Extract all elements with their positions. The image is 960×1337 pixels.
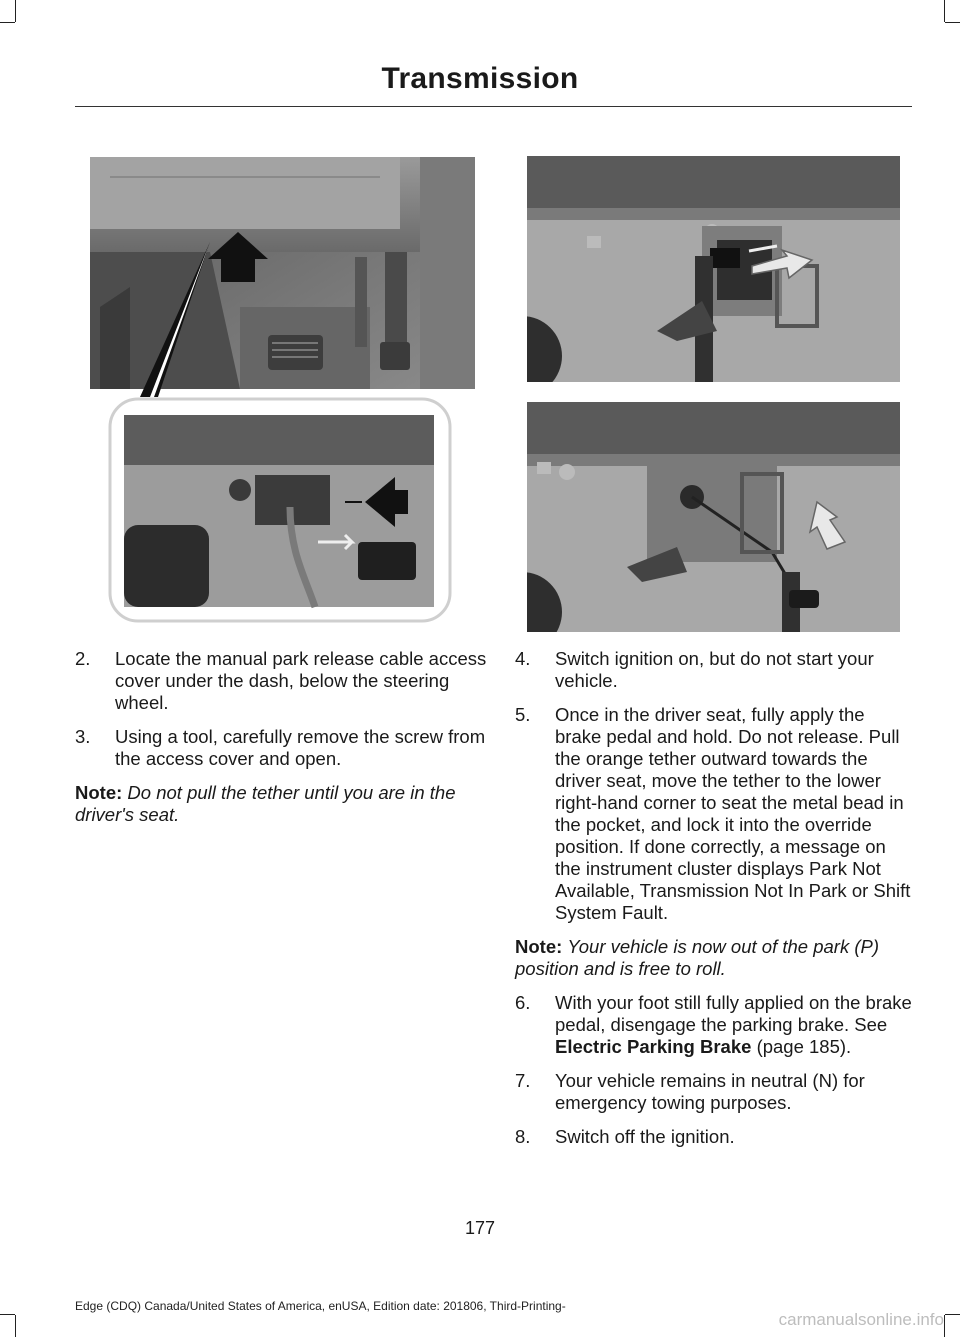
step-item (515, 1070, 912, 1114)
crop-mark (944, 0, 945, 22)
step-text: Once in the driver seat, fully apply the brake pedal and hold. Do not release. Pull the orange tether outward towards the driver seat, move the tether to the lower right-hand corner to seat the metal bead in the pocket, and lock it into the override position. If done correctly, a message on the instrument cluster displays Park Not Available, Transmission Not In Park or Shift System Fault. (555, 704, 911, 923)
step-number: 6. (515, 992, 531, 1013)
illustration-access-cover-location (90, 157, 475, 627)
crop-mark (945, 1314, 960, 1315)
left-column (75, 648, 487, 838)
illustration-tether-pull (527, 156, 900, 382)
step-text-body: With your foot still fully applied on the brake pedal, disengage the parking brake. See (555, 992, 912, 1035)
step-text: Switch off the ignition. (555, 1126, 735, 1147)
step-number: 4. (515, 648, 531, 669)
crop-mark (945, 22, 960, 23)
step-text (555, 992, 912, 1058)
page-title: Transmission (381, 62, 579, 95)
note (515, 936, 912, 980)
step-text: Your vehicle remains in neutral (N) for emergency towing purposes. (555, 1070, 865, 1113)
step-number: 8. (515, 1126, 531, 1147)
step-text: Using a tool, carefully remove the screw from the access cover and open. (115, 726, 486, 769)
step-item (75, 726, 487, 770)
cross-reference-link[interactable]: Electric Parking Brake (555, 1036, 752, 1057)
header-divider (75, 106, 912, 107)
crop-mark (15, 0, 16, 22)
footer-edition-text: Edge (CDQ) Canada/United States of America, enUSA, Edition date: 201806, Third-Printing- (75, 1299, 566, 1313)
crop-mark (15, 1315, 16, 1337)
note-label: Note: (75, 782, 123, 803)
crop-mark (0, 1314, 15, 1315)
note-label: Note: (515, 936, 563, 957)
crop-mark (944, 1315, 945, 1337)
right-column (515, 648, 912, 1160)
note-text: Do not pull the tether until you are in the driver's seat. (75, 782, 456, 825)
step-item (515, 704, 912, 924)
step-text: Locate the manual park release cable access cover under the dash, below the steering wheel. (115, 648, 487, 713)
note-text: Your vehicle is now out of the park (P) position and is free to roll. (515, 936, 879, 979)
step-number: 7. (515, 1070, 531, 1091)
step-item (75, 648, 487, 714)
step-text: Switch ignition on, but do not start your vehicle. (555, 648, 874, 691)
step-number: 3. (75, 726, 91, 747)
watermark: carmanualsonline.info (778, 1310, 944, 1329)
note (75, 782, 487, 826)
page-number: 177 (464, 1218, 496, 1238)
step-item (515, 992, 912, 1058)
step-number: 2. (75, 648, 91, 669)
crop-mark (0, 22, 15, 23)
step-item (515, 648, 912, 692)
illustration-tether-lock (527, 402, 900, 632)
step-number: 5. (515, 704, 531, 725)
step-item (515, 1126, 912, 1148)
cross-reference-page: (page 185). (756, 1036, 852, 1057)
